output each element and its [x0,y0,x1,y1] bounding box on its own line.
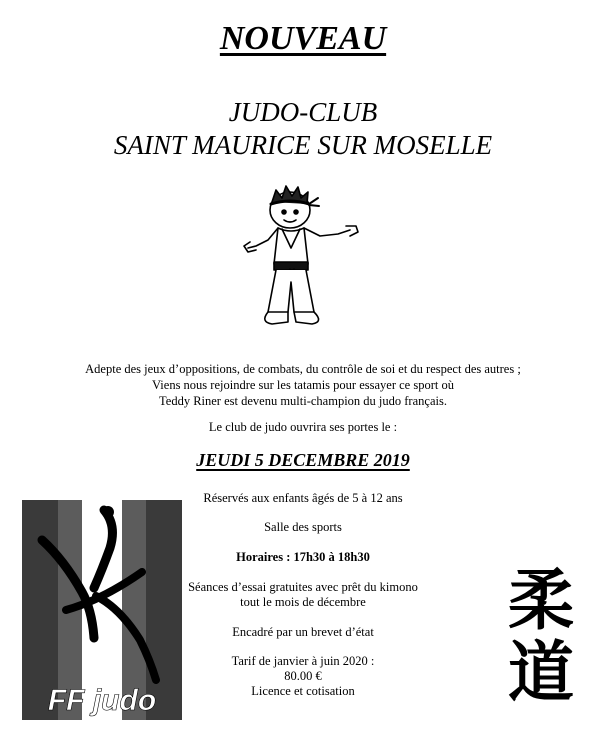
judo-kanji [493,562,589,715]
ff-judo-logo-text: FF judo [47,684,157,717]
trial-info [160,580,446,610]
opening-date: JEUDI 5 DECEMBRE 2019 [196,450,410,470]
kanji-do: 道 [508,634,574,711]
intro-paragraph [0,361,606,409]
opening-announcement: Le club de judo ouvrira ses portes le : [208,420,398,434]
ff-judo-logo [22,500,182,720]
judo-kid-illustration [238,182,368,332]
kanji-ju: 柔 [508,562,574,639]
intro-line-1: Adepte des jeux d’oppositions, de combats, du contrôle de soi et du respect des autres ; [85,362,521,376]
club-name-line-1: JUDO-CLUB [228,97,378,127]
venue-info: Salle des sports [264,520,342,534]
intro-line-3: Teddy Riner est devenu multi-champion du judo français. [159,394,447,408]
intro-line-2: Viens nous rejoindre sur les tatamis pour essayer ce sport où [152,378,454,392]
supervision-info: Encadré par un brevet d’état [232,625,374,639]
club-name [0,96,606,162]
poster-heading: NOUVEAU [219,20,387,57]
hours-info: Horaires : 17h30 à 18h30 [236,550,370,564]
price-line-1: Tarif de janvier à juin 2020 : [231,654,375,668]
trial-line-2: tout le mois de décembre [240,595,366,609]
trial-line-1: Séances d’essai gratuites avec prêt du kimono [188,580,418,594]
ages-info: Réservés aux enfants âgés de 5 à 12 ans [203,491,403,505]
club-name-line-2: SAINT MAURICE SUR MOSELLE [113,130,493,160]
price-line-2: 80.00 € [284,669,322,683]
price-info [160,654,446,699]
price-line-3: Licence et cotisation [251,684,355,698]
